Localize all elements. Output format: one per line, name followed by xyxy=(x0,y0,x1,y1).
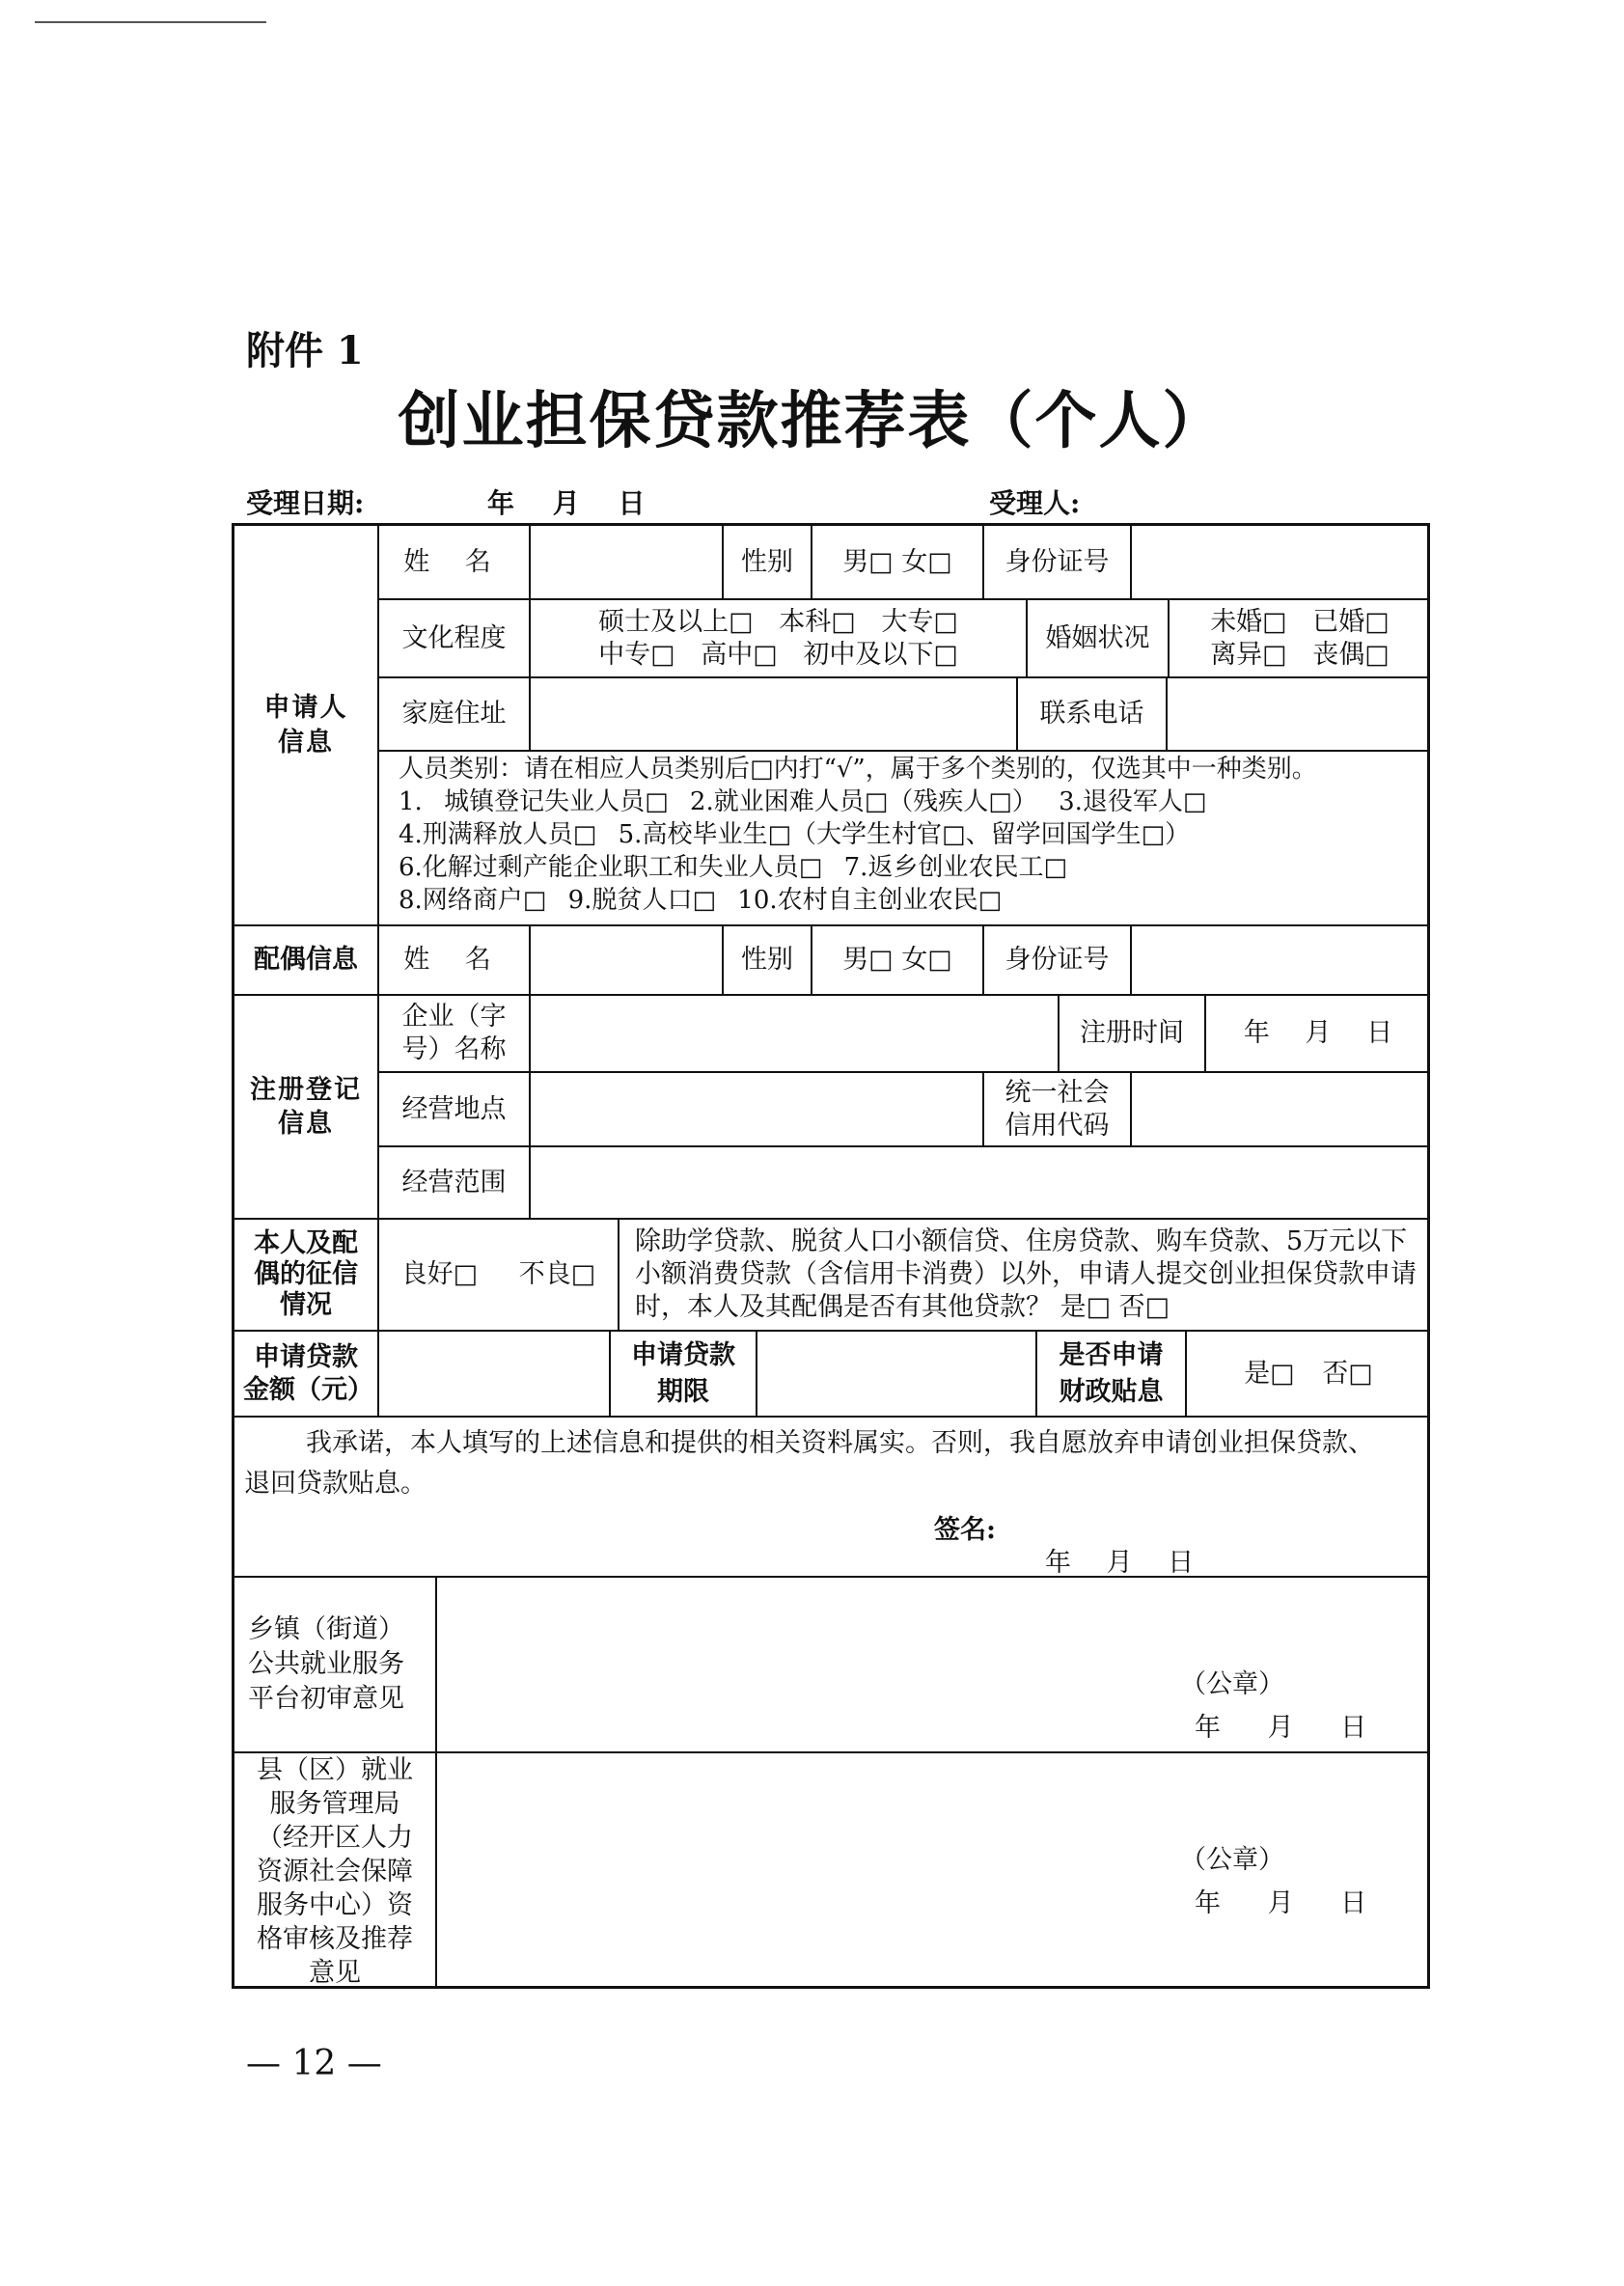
education-label: 文化程度 xyxy=(401,622,507,653)
review1-text: 乡镇（街道）公共就业服务平台初审意见 xyxy=(248,1614,404,1714)
grid-line xyxy=(234,1416,1430,1418)
category-line: 人员类别：请在相应人员类别后□内打“√”，属于多个类别的，仅选其中一种类别。 xyxy=(399,755,1317,784)
credit-status-options[interactable]: 良好□ 不良□ xyxy=(400,1259,596,1290)
review1-seal: （公章） xyxy=(1180,1669,1284,1699)
category-line: 6.化解过剩产能企业职工和失业人员□ 7.返乡创业农民工□ xyxy=(399,853,1068,882)
grid-line xyxy=(618,1218,619,1330)
spouse-gender-label: 性别 xyxy=(741,945,793,976)
review2-text: 县（区）就业服务管理局（经开区人力资源社会保障服务中心）资格审核及推荐意见 xyxy=(257,1754,413,1988)
category-line: 8.网络商户□ 9.脱贫人口□ 10.农村自主创业农民□ xyxy=(399,886,1003,915)
loan-amount-label xyxy=(234,1332,377,1416)
applicant-section-text: 申请人信息 xyxy=(263,693,348,757)
category-line: 1. 城镇登记失业人员□ 2.就业困难人员□（残疾人□） 3.退役军人□ xyxy=(399,787,1207,816)
marital-options[interactable] xyxy=(1170,600,1430,676)
pledge-line-2: 退回贷款贴息。 xyxy=(244,1469,427,1499)
pledge-text xyxy=(244,1423,1417,1504)
registration-section-label xyxy=(234,996,377,1218)
reg-time-value[interactable]: 年 月 日 xyxy=(1243,1018,1393,1049)
recommendation-form xyxy=(232,523,1430,1989)
top-rule xyxy=(35,21,266,23)
review1-date: 年 月 日 xyxy=(1195,1713,1367,1743)
spouse-id-label: 身份证号 xyxy=(1005,945,1110,976)
phone-field[interactable] xyxy=(1168,678,1430,750)
accept-date-value: 年 月 日 xyxy=(487,487,646,519)
credit-code-label xyxy=(984,1073,1130,1145)
pledge-line-1: 我承诺，本人填写的上述信息和提供的相关资料属实。否则，我自愿放弃申请创业担保贷款、 xyxy=(306,1428,1374,1458)
registration-section-text: 注册登记信息 xyxy=(250,1074,362,1139)
signature-date: 年 月 日 xyxy=(1045,1548,1195,1578)
page-number: — 12 — xyxy=(246,2044,382,2083)
applicant-name-label: 姓 名 xyxy=(403,546,505,577)
loan-term-label xyxy=(611,1332,756,1416)
acceptor-label: 受理人: xyxy=(989,487,1081,519)
education-line-1: 硕士及以上□ 本科□ 大专□ xyxy=(598,606,958,637)
subsidy-text: 是否申请财政贴息 xyxy=(1059,1339,1164,1407)
applicant-gender-options[interactable]: 男□ 女□ xyxy=(842,546,952,577)
phone-label: 联系电话 xyxy=(1039,699,1144,730)
loan-amount-text: 申请贷款金额（元） xyxy=(243,1341,373,1405)
credit-section-text: 本人及配偶的征信情况 xyxy=(254,1228,358,1320)
subsidy-options[interactable]: 是□ 否□ xyxy=(1244,1358,1373,1389)
attachment-label: 附件 1 xyxy=(246,328,364,373)
loan-term-field[interactable] xyxy=(757,1332,1035,1416)
review1-label xyxy=(234,1578,435,1751)
address-field[interactable] xyxy=(531,678,1016,750)
page-title: 创业担保贷款推荐表（个人） xyxy=(398,385,1226,457)
loan-term-text: 申请贷款期限 xyxy=(631,1339,735,1407)
category-line: 4.刑满释放人员□ 5.高校毕业生□（大学生村官□、留学回国学生□） xyxy=(399,820,1191,849)
subsidy-label xyxy=(1037,1332,1185,1416)
credit-section-label xyxy=(234,1220,377,1330)
marital-label: 婚姻状况 xyxy=(1045,622,1150,653)
spouse-gender-options[interactable]: 男□ 女□ xyxy=(842,945,952,976)
education-line-2: 中专□ 高中□ 初中及以下□ xyxy=(598,639,958,670)
company-name-text: 企业（字号）名称 xyxy=(401,1002,507,1064)
applicant-name-field[interactable] xyxy=(531,526,722,598)
business-scope-field[interactable] xyxy=(531,1147,1430,1218)
marital-line-2: 离异□ 丧偶□ xyxy=(1210,639,1390,670)
grid-line xyxy=(379,750,1430,752)
credit-code-field[interactable] xyxy=(1132,1073,1430,1145)
company-name-field[interactable] xyxy=(531,996,1058,1071)
signature-label[interactable]: 签名: xyxy=(934,1515,996,1545)
applicant-gender-label: 性别 xyxy=(741,546,793,577)
company-name-label xyxy=(379,996,529,1071)
review2-seal: （公章） xyxy=(1180,1845,1284,1875)
spouse-id-field[interactable] xyxy=(1132,926,1430,994)
applicant-section-label xyxy=(234,526,377,924)
spouse-name-label: 姓 名 xyxy=(403,945,505,976)
education-options[interactable] xyxy=(531,600,1026,676)
marital-line-1: 未婚□ 已婚□ xyxy=(1210,606,1390,637)
loan-amount-field[interactable] xyxy=(379,1332,609,1416)
address-label: 家庭住址 xyxy=(401,699,507,730)
business-address-field[interactable] xyxy=(531,1073,982,1145)
credit-code-text: 统一社会信用代码 xyxy=(1005,1077,1110,1141)
review2-label xyxy=(234,1753,435,1989)
reg-time-label: 注册时间 xyxy=(1080,1018,1184,1049)
spouse-name-field[interactable] xyxy=(531,926,722,994)
applicant-id-label: 身份证号 xyxy=(1005,546,1110,577)
business-address-label: 经营地点 xyxy=(401,1093,507,1124)
person-category-block[interactable] xyxy=(399,753,1421,917)
business-scope-label: 经营范围 xyxy=(401,1167,507,1198)
spouse-section-label: 配偶信息 xyxy=(254,945,358,976)
accept-date-label: 受理日期: xyxy=(246,487,365,519)
other-loans-question[interactable]: 除助学贷款、脱贫人口小额信贷、住房贷款、购车贷款、5万元以下小额消费贷款（含信用卡消费）以外，申请人提交创业担保贷款申请时，本人及其配偶是否有其他贷款？ 是□ 否□ xyxy=(635,1226,1417,1322)
grid-line xyxy=(529,750,531,751)
applicant-id-field[interactable] xyxy=(1132,526,1430,598)
review2-date: 年 月 日 xyxy=(1195,1888,1367,1918)
